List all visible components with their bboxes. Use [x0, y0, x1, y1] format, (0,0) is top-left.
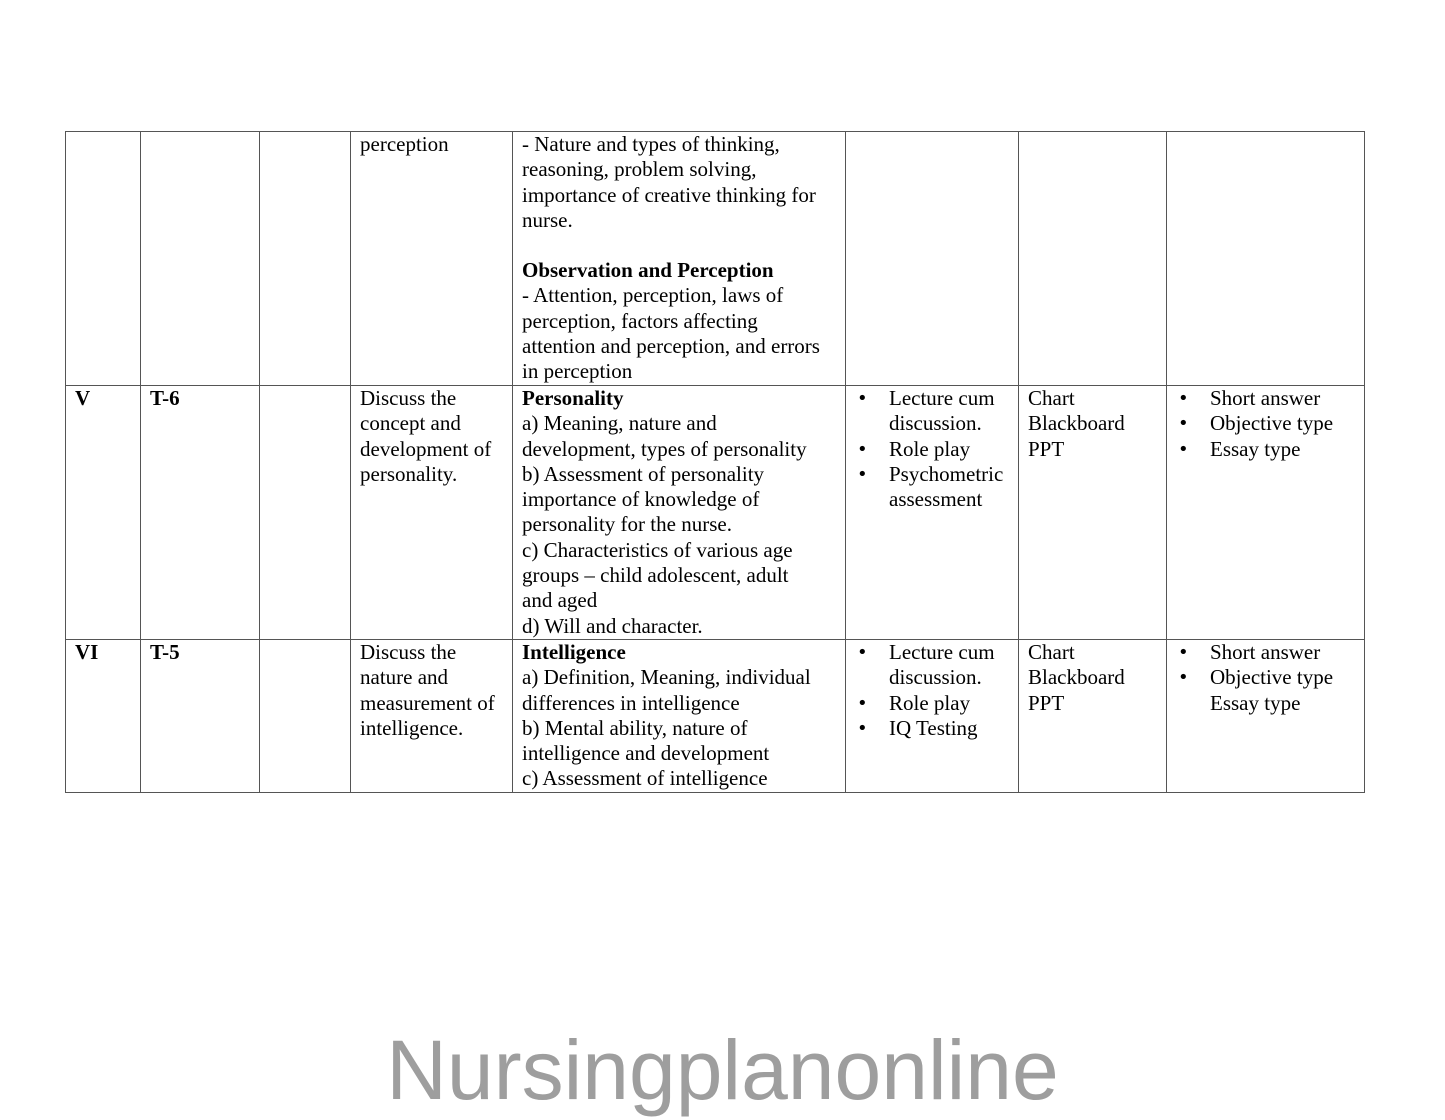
content-line: in perception [522, 359, 633, 384]
content-line: reasoning, problem solving, [522, 157, 757, 182]
methods-cell [846, 132, 1019, 386]
syllabus-table [65, 131, 1365, 793]
list-item: • Short answer [1176, 386, 1355, 411]
content-line: b) Mental ability, nature of [522, 715, 748, 740]
aid-item: Blackboard [1028, 411, 1125, 436]
unit-cell [66, 132, 141, 386]
content-heading: Observation and Perception [522, 258, 774, 283]
time-cell: T-5 [141, 639, 260, 792]
unit-cell: V [66, 386, 141, 640]
content-line: and aged [522, 588, 598, 613]
evaluation-cell [1167, 132, 1365, 386]
content-line: groups – child adolescent, adult [522, 563, 789, 588]
list-item: • Role play [855, 691, 1009, 716]
evaluation-cell [1167, 639, 1365, 792]
empty-cell [260, 132, 351, 386]
methods-list [855, 640, 1009, 741]
aid-item: Blackboard [1028, 665, 1125, 690]
list-item: • Role play [855, 437, 1009, 462]
list-item: • Essay type [1176, 437, 1355, 462]
list-item: • Short answer [1176, 640, 1355, 665]
content-line: differences in intelligence [522, 690, 740, 715]
content-line: c) Characteristics of various age [522, 537, 793, 562]
list-item: Essay type [1210, 690, 1301, 715]
content-line: a) Meaning, nature and [522, 411, 717, 436]
content-line: importance of creative thinking for [522, 182, 816, 207]
content-cell [513, 386, 846, 640]
objective-cell: Discuss the concept and development of personality. [351, 386, 513, 640]
content-heading: Intelligence [522, 639, 626, 664]
aid-item: Chart [1028, 386, 1075, 410]
content-line: perception, factors affecting [522, 308, 758, 333]
content-line: a) Definition, Meaning, individual [522, 665, 811, 690]
content-line: - Attention, perception, laws of [522, 283, 784, 308]
content-line: c) Assessment of intelligence [522, 766, 768, 791]
aids-cell [1019, 639, 1167, 792]
list-item: • IQ Testing [855, 716, 1009, 741]
methods-list [855, 386, 1009, 512]
spacer [522, 233, 836, 258]
objective-cell: Discuss the nature and measurement of intelligence. [351, 639, 513, 792]
time-cell [141, 132, 260, 386]
content-line: b) Assessment of personality [522, 461, 765, 486]
content-line: intelligence and development [522, 741, 770, 766]
list-item: • Objective type [1176, 411, 1355, 436]
unit-cell: VI [66, 639, 141, 792]
methods-cell [846, 386, 1019, 640]
table-row [66, 639, 1365, 792]
empty-cell [260, 639, 351, 792]
content-line: - Nature and types of thinking, [522, 132, 780, 156]
content-line: nurse. [522, 207, 573, 232]
objective-cell: perception [351, 132, 513, 386]
aids-cell [1019, 132, 1167, 386]
table-row [66, 132, 1365, 386]
content-line: development, types of personality [522, 436, 807, 461]
evaluation-list [1176, 640, 1355, 716]
list-item: • Objective type [1176, 665, 1355, 690]
content-line: importance of knowledge of [522, 487, 760, 512]
evaluation-list [1176, 386, 1355, 462]
aid-item: Chart [1028, 639, 1075, 664]
aid-item: PPT [1028, 436, 1065, 461]
aids-cell [1019, 386, 1167, 640]
content-cell [513, 639, 846, 792]
content-line: d) Will and character. [522, 613, 703, 638]
list-item: • Psychometric assessment [855, 462, 1009, 513]
methods-cell [846, 639, 1019, 792]
content-line: personality for the nurse. [522, 512, 732, 537]
watermark-text: Nursingplanonline [386, 1023, 1059, 1117]
table-row [66, 386, 1365, 640]
list-item: • Lecture cum discussion. [855, 640, 1009, 691]
content-line: attention and perception, and errors [522, 334, 820, 359]
empty-cell [260, 386, 351, 640]
aid-item: PPT [1028, 690, 1065, 715]
time-cell: T-6 [141, 386, 260, 640]
content-cell [513, 132, 846, 386]
list-item: • Lecture cum discussion. [855, 386, 1009, 437]
content-heading: Personality [522, 386, 624, 410]
evaluation-cell [1167, 386, 1365, 640]
